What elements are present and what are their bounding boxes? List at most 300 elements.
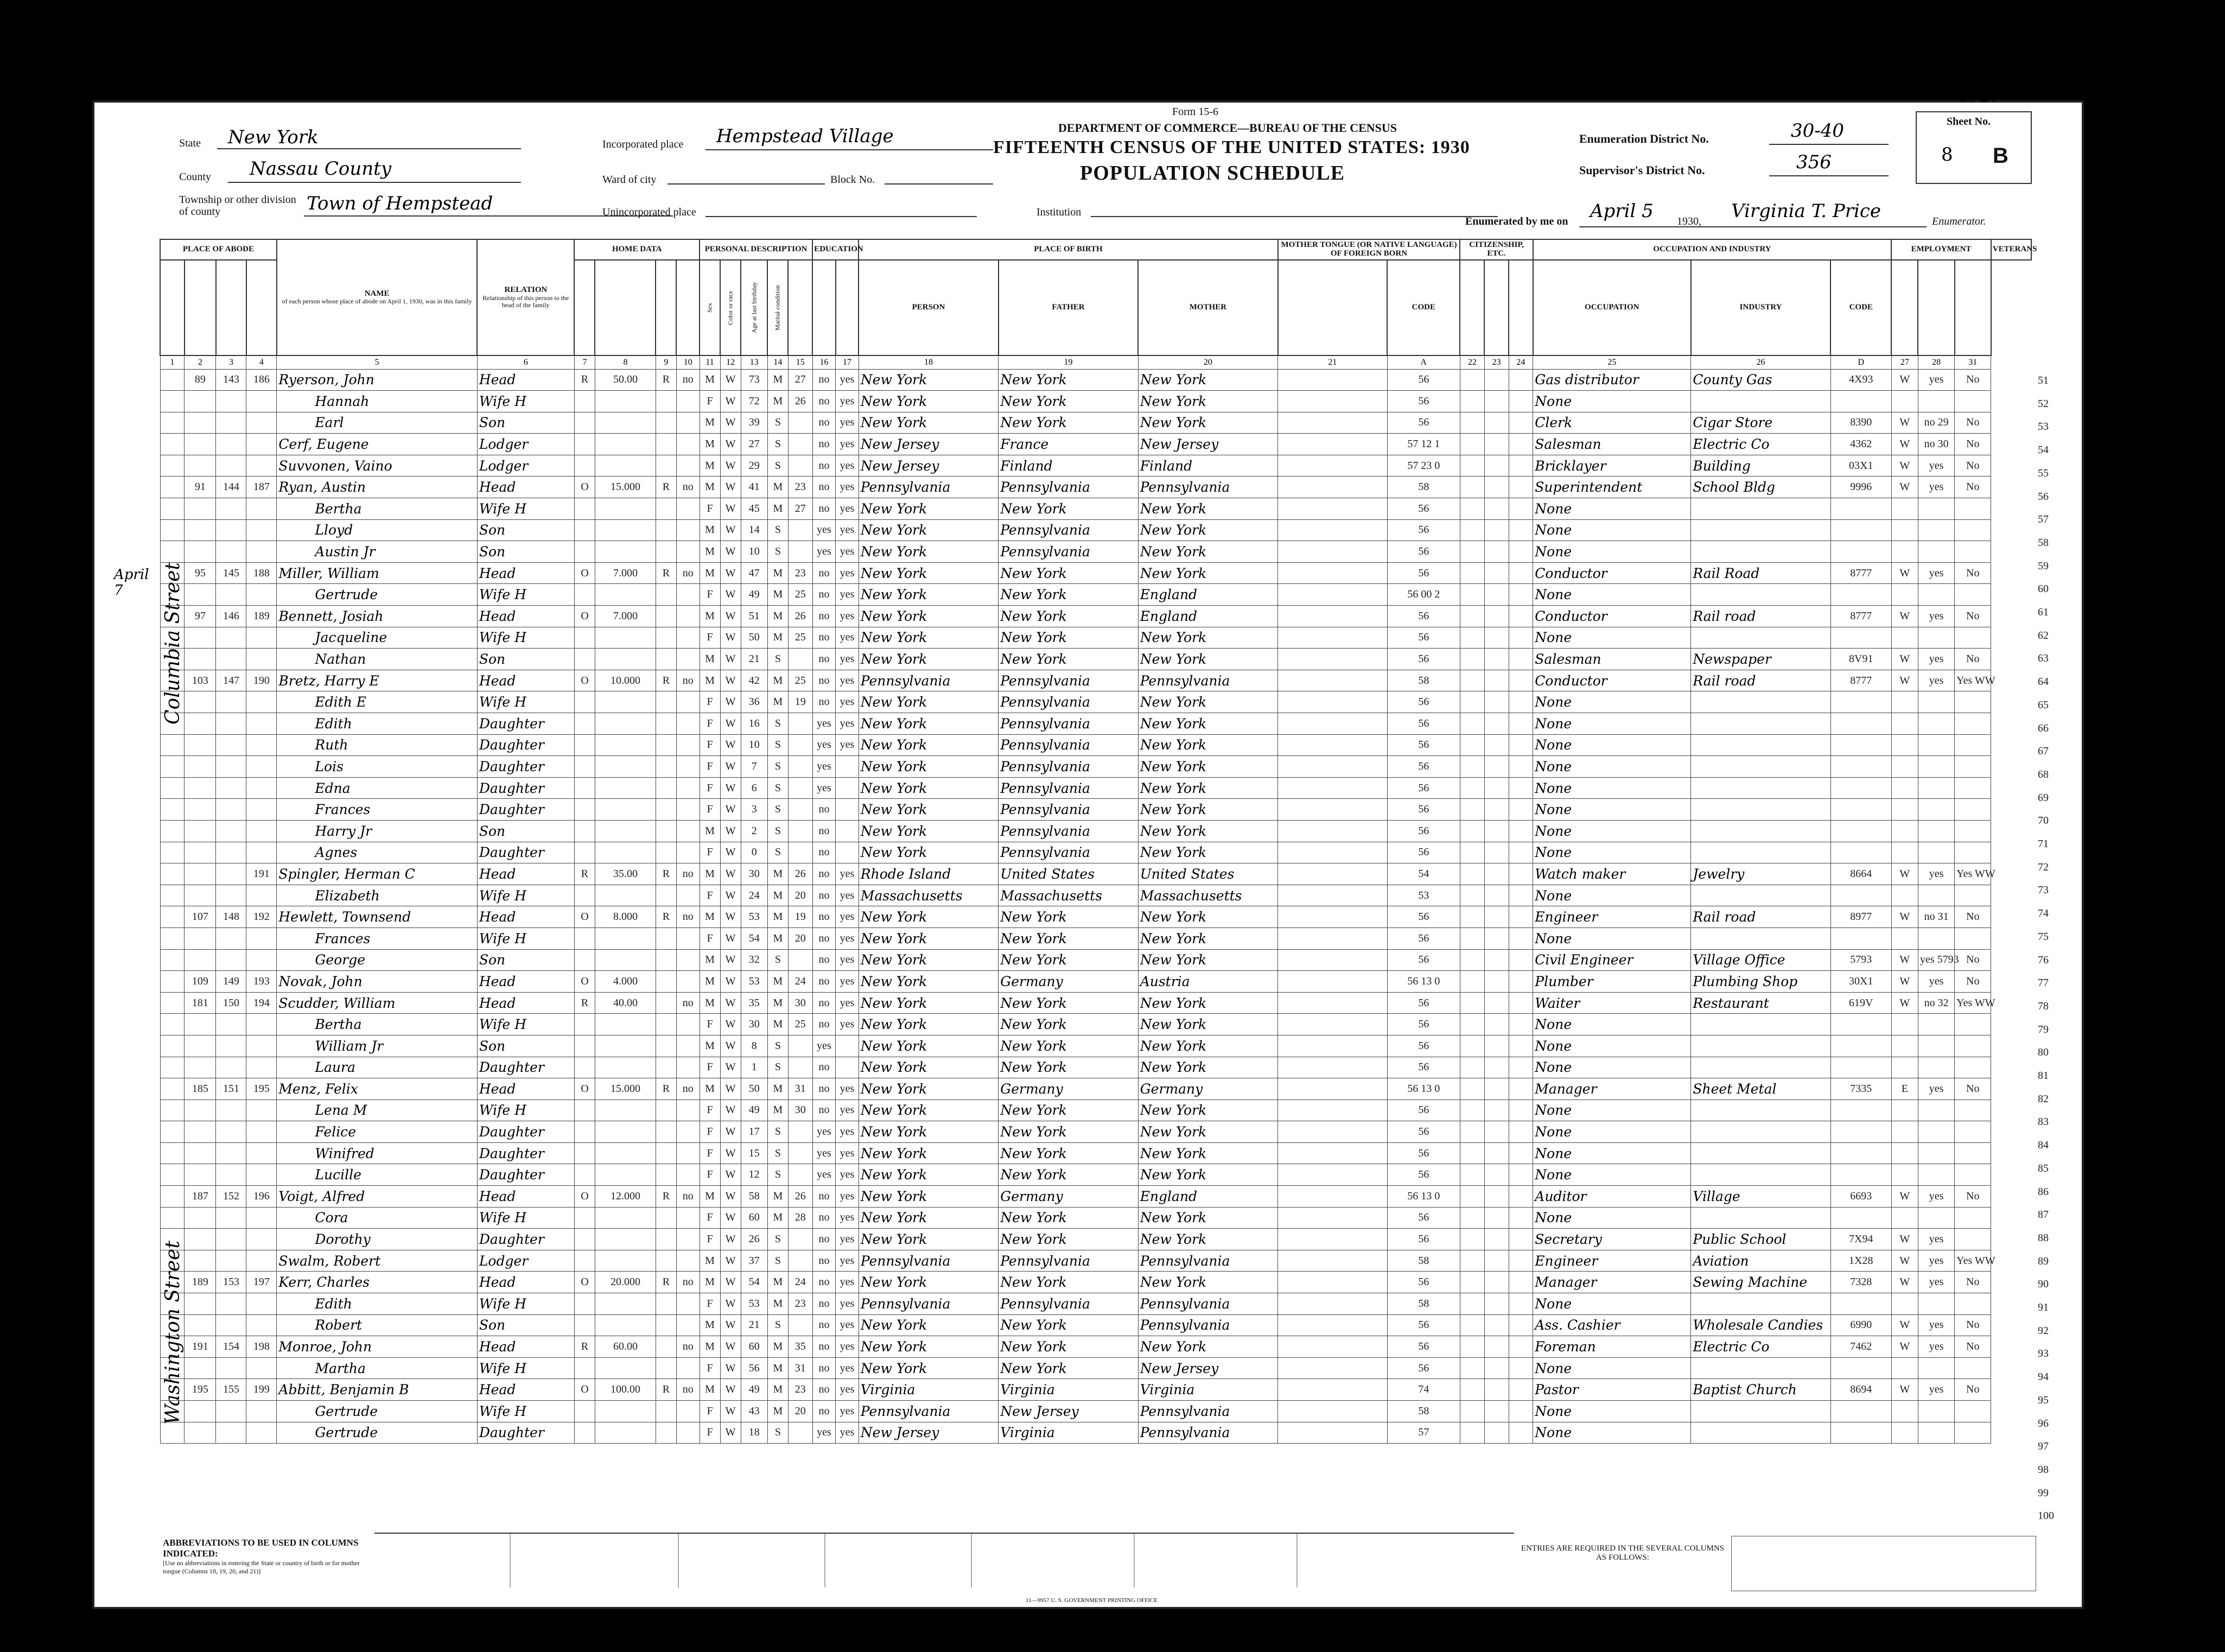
cell-street bbox=[160, 713, 185, 735]
cell-own bbox=[574, 627, 595, 649]
margin-street-columbia: Columbia Street bbox=[162, 562, 184, 725]
cell-age: 14 bbox=[741, 519, 767, 541]
cell-age: 54 bbox=[741, 1272, 767, 1293]
cell-street bbox=[160, 1293, 185, 1315]
cell-ocode bbox=[1830, 842, 1891, 863]
cell-eng bbox=[1509, 820, 1533, 842]
institution-underline bbox=[1091, 216, 1498, 217]
cell-radio bbox=[656, 1057, 676, 1078]
cell-agem bbox=[788, 1314, 812, 1336]
cell-dwell bbox=[216, 799, 246, 821]
cell-eng bbox=[1509, 1379, 1533, 1401]
cell-street bbox=[160, 971, 185, 993]
cell-val bbox=[595, 713, 656, 735]
cell-name: Edna bbox=[277, 777, 477, 799]
cell-cw: W bbox=[1891, 476, 1918, 498]
cell-street bbox=[160, 949, 185, 971]
cell-read: yes bbox=[836, 606, 859, 627]
cell-imm bbox=[1460, 670, 1484, 691]
institution-label: Institution bbox=[1037, 206, 1082, 218]
cell-farm bbox=[676, 1164, 700, 1186]
column-number: 4 bbox=[246, 355, 277, 370]
cell-sch: no bbox=[812, 1336, 836, 1358]
cell-ocode bbox=[1830, 584, 1891, 606]
cell-val bbox=[595, 541, 656, 563]
cell-bp: New York bbox=[859, 799, 998, 821]
cell-nat bbox=[1484, 1186, 1509, 1208]
cell-own bbox=[574, 1142, 595, 1164]
cell-nat bbox=[1484, 820, 1509, 842]
cell-mar: S bbox=[767, 541, 788, 563]
cell-vet: Yes WW bbox=[1955, 670, 1991, 691]
cell-cw: W bbox=[1891, 369, 1918, 391]
column-number: 18 bbox=[859, 355, 998, 370]
cell-house: 107 bbox=[185, 906, 216, 928]
footer-entries: ENTRIES ARE REQUIRED IN THE SEVERAL COLUMNS AS FOLLOWS: bbox=[1521, 1544, 1725, 1562]
cell-occ: None bbox=[1533, 1035, 1691, 1057]
cell-radio bbox=[656, 713, 676, 735]
cell-street bbox=[160, 756, 185, 778]
cell-ind: Village Office bbox=[1691, 949, 1830, 971]
table-row bbox=[160, 1293, 2031, 1315]
cell-work: yes bbox=[1918, 1314, 1954, 1336]
cell-street bbox=[160, 1035, 185, 1057]
cell-age: 51 bbox=[741, 606, 767, 627]
cell-dwell bbox=[216, 1293, 246, 1315]
cell-street bbox=[160, 1057, 185, 1078]
cell-sch: no bbox=[812, 391, 836, 412]
table-row bbox=[160, 584, 2031, 606]
cell-lang bbox=[1278, 885, 1387, 906]
cell-occ: Watch maker bbox=[1533, 863, 1691, 885]
cell-street bbox=[160, 584, 185, 606]
cell-work: yes bbox=[1918, 562, 1954, 584]
cell-ocode bbox=[1830, 1357, 1891, 1379]
cell-race: W bbox=[720, 434, 741, 455]
cell-rel: Son bbox=[477, 1035, 574, 1057]
cell-radio bbox=[656, 799, 676, 821]
cell-age: 49 bbox=[741, 584, 767, 606]
col-farm bbox=[676, 260, 700, 355]
cell-occ: None bbox=[1533, 584, 1691, 606]
line-number: 71 bbox=[2038, 838, 2049, 850]
cell-farm bbox=[676, 1250, 700, 1272]
cell-ind bbox=[1691, 1357, 1830, 1379]
cell-sex: M bbox=[700, 1272, 720, 1293]
table-row bbox=[160, 1229, 2031, 1250]
cell-nat bbox=[1484, 927, 1509, 949]
line-number: 91 bbox=[2038, 1301, 2049, 1313]
state-underline bbox=[217, 148, 521, 149]
cell-work bbox=[1918, 799, 1954, 821]
table-row bbox=[160, 541, 2031, 563]
col-relation-title: RELATION bbox=[504, 285, 548, 295]
cell-eng bbox=[1509, 949, 1533, 971]
cell-work bbox=[1918, 1401, 1954, 1422]
cell-work bbox=[1918, 1100, 1954, 1121]
cell-val: 15.000 bbox=[595, 1078, 656, 1100]
cell-agem: 24 bbox=[788, 971, 812, 993]
cell-bp: Pennsylvania bbox=[859, 476, 998, 498]
cell-house bbox=[185, 1357, 216, 1379]
cell-dwell bbox=[216, 519, 246, 541]
cell-eng bbox=[1509, 756, 1533, 778]
cell-fbp: Virginia bbox=[999, 1379, 1138, 1401]
cell-read: yes bbox=[836, 863, 859, 885]
cell-dwell bbox=[216, 455, 246, 476]
cell-code: 56 bbox=[1387, 649, 1460, 670]
county-underline bbox=[228, 182, 521, 183]
cell-occ: Auditor bbox=[1533, 1186, 1691, 1208]
cell-lang bbox=[1278, 606, 1387, 627]
cell-sch: no bbox=[812, 584, 836, 606]
cell-sex: M bbox=[700, 863, 720, 885]
line-number: 100 bbox=[2038, 1510, 2054, 1522]
cell-bp: Pennsylvania bbox=[859, 1401, 998, 1422]
cell-name: Austin Jr bbox=[277, 541, 477, 563]
cell-code: 57 23 0 bbox=[1387, 455, 1460, 476]
cell-own bbox=[574, 1401, 595, 1422]
cell-name: Edith bbox=[277, 713, 477, 735]
cell-cw: W bbox=[1891, 906, 1918, 928]
cell-mar: S bbox=[767, 1422, 788, 1444]
cell-rel: Head bbox=[477, 1272, 574, 1293]
cell-val bbox=[595, 1357, 656, 1379]
cell-mar: M bbox=[767, 1272, 788, 1293]
cell-lang bbox=[1278, 906, 1387, 928]
cell-fam bbox=[246, 1014, 277, 1035]
column-number: 2 bbox=[185, 355, 216, 370]
cell-race: W bbox=[720, 541, 741, 563]
cell-farm bbox=[676, 820, 700, 842]
cell-name: Harry Jr bbox=[277, 820, 477, 842]
cell-read: yes bbox=[836, 1142, 859, 1164]
cell-name: Agnes bbox=[277, 842, 477, 863]
cell-fbp: New York bbox=[999, 1035, 1138, 1057]
table-row bbox=[160, 949, 2031, 971]
col-relation bbox=[477, 239, 574, 355]
cell-dwell bbox=[216, 1100, 246, 1121]
cell-vet bbox=[1955, 777, 1991, 799]
cell-house bbox=[185, 649, 216, 670]
cell-read: yes bbox=[836, 584, 859, 606]
cell-work bbox=[1918, 541, 1954, 563]
line-number: 65 bbox=[2038, 698, 2049, 711]
cell-cw: W bbox=[1891, 1186, 1918, 1208]
cell-dwell: 152 bbox=[216, 1186, 246, 1208]
cell-code: 56 bbox=[1387, 1314, 1460, 1336]
cell-lang bbox=[1278, 842, 1387, 863]
enumerator-label: Enumerator. bbox=[1932, 215, 1986, 227]
cell-sex: M bbox=[700, 1078, 720, 1100]
cell-dwell bbox=[216, 1250, 246, 1272]
cell-house bbox=[185, 863, 216, 885]
cell-agem: 23 bbox=[788, 476, 812, 498]
cell-street bbox=[160, 1078, 185, 1100]
ed-underline bbox=[1769, 144, 1889, 145]
cell-race: W bbox=[720, 1078, 741, 1100]
cell-age: 49 bbox=[741, 1100, 767, 1121]
cell-name: William Jr bbox=[277, 1035, 477, 1057]
cell-bp: New York bbox=[859, 1272, 998, 1293]
cell-own bbox=[574, 927, 595, 949]
cell-dwell bbox=[216, 498, 246, 520]
cell-ind bbox=[1691, 799, 1830, 821]
table-row bbox=[160, 971, 2031, 993]
cell-street bbox=[160, 1142, 185, 1164]
cell-farm bbox=[676, 1229, 700, 1250]
cell-work bbox=[1918, 927, 1954, 949]
cell-agem bbox=[788, 455, 812, 476]
cell-eng bbox=[1509, 498, 1533, 520]
cell-ind: Village bbox=[1691, 1186, 1830, 1208]
cell-agem bbox=[788, 713, 812, 735]
cell-house bbox=[185, 1293, 216, 1315]
cell-code: 56 bbox=[1387, 734, 1460, 756]
cell-radio bbox=[656, 885, 676, 906]
cell-cw: W bbox=[1891, 670, 1918, 691]
cell-lang bbox=[1278, 1229, 1387, 1250]
cell-read bbox=[836, 820, 859, 842]
cell-race: W bbox=[720, 927, 741, 949]
cell-occ: Clerk bbox=[1533, 412, 1691, 434]
table-row bbox=[160, 992, 2031, 1014]
cell-nat bbox=[1484, 1121, 1509, 1143]
cell-age: 36 bbox=[741, 691, 767, 713]
cell-sch: yes bbox=[812, 1121, 836, 1143]
cell-house bbox=[185, 1422, 216, 1444]
cell-nat bbox=[1484, 1293, 1509, 1315]
cell-farm bbox=[676, 1422, 700, 1444]
cell-bp: New York bbox=[859, 1164, 998, 1186]
cell-mbp: New York bbox=[1138, 949, 1277, 971]
cell-house bbox=[185, 949, 216, 971]
cell-code: 56 bbox=[1387, 1014, 1460, 1035]
cell-vet: No bbox=[1955, 971, 1991, 993]
cell-sex: M bbox=[700, 1314, 720, 1336]
cell-name: Bertha bbox=[277, 1014, 477, 1035]
cell-sch: no bbox=[812, 1229, 836, 1250]
cell-dwell bbox=[216, 1121, 246, 1143]
cell-bp: New York bbox=[859, 756, 998, 778]
cell-occ: None bbox=[1533, 885, 1691, 906]
cell-house bbox=[185, 820, 216, 842]
cell-lang bbox=[1278, 1014, 1387, 1035]
cell-age: 54 bbox=[741, 927, 767, 949]
cell-race: W bbox=[720, 1422, 741, 1444]
cell-occ: None bbox=[1533, 519, 1691, 541]
cell-farm bbox=[676, 1293, 700, 1315]
cell-bp: New York bbox=[859, 519, 998, 541]
cell-age: 17 bbox=[741, 1121, 767, 1143]
cell-house bbox=[185, 455, 216, 476]
line-number: 52 bbox=[2038, 397, 2049, 410]
cell-fam bbox=[246, 627, 277, 649]
cell-farm bbox=[676, 1314, 700, 1336]
cell-sex: M bbox=[700, 541, 720, 563]
cell-nat bbox=[1484, 971, 1509, 993]
cell-imm bbox=[1460, 1422, 1484, 1444]
cell-code: 56 bbox=[1387, 949, 1460, 971]
cell-sex: F bbox=[700, 1229, 720, 1250]
cell-fbp: New York bbox=[999, 1100, 1138, 1121]
cell-dwell bbox=[216, 1164, 246, 1186]
cell-fam: 190 bbox=[246, 670, 277, 691]
cell-sex: M bbox=[700, 1035, 720, 1057]
cell-name: Suvvonen, Vaino bbox=[277, 455, 477, 476]
cell-bp: New York bbox=[859, 1057, 998, 1078]
cell-val bbox=[595, 1057, 656, 1078]
cell-mbp: New York bbox=[1138, 1336, 1277, 1358]
incorporated-value: Hempstead Village bbox=[716, 125, 894, 147]
cell-sch: no bbox=[812, 1078, 836, 1100]
cell-val: 100.00 bbox=[595, 1379, 656, 1401]
cell-fbp: New York bbox=[999, 992, 1138, 1014]
column-number: 28 bbox=[1918, 355, 1954, 370]
cell-fbp: New York bbox=[999, 1207, 1138, 1229]
cell-nat bbox=[1484, 1314, 1509, 1336]
cell-val bbox=[595, 519, 656, 541]
column-number: 19 bbox=[999, 355, 1138, 370]
line-number: 97 bbox=[2038, 1440, 2049, 1453]
cell-fam: 192 bbox=[246, 906, 277, 928]
cell-radio bbox=[656, 820, 676, 842]
cell-house: 95 bbox=[185, 562, 216, 584]
cell-imm bbox=[1460, 476, 1484, 498]
cell-street bbox=[160, 691, 185, 713]
cell-vet: No bbox=[1955, 369, 1991, 391]
cell-mar: S bbox=[767, 1164, 788, 1186]
cell-eng bbox=[1509, 562, 1533, 584]
cell-work: yes 5793 bbox=[1918, 949, 1954, 971]
cell-bp: New York bbox=[859, 1100, 998, 1121]
cell-bp: New York bbox=[859, 1014, 998, 1035]
column-number: 27 bbox=[1891, 355, 1918, 370]
cell-race: W bbox=[720, 670, 741, 691]
cell-farm bbox=[676, 885, 700, 906]
table-row bbox=[160, 562, 2031, 584]
cell-radio bbox=[656, 734, 676, 756]
cell-street bbox=[160, 562, 185, 584]
line-number: 98 bbox=[2038, 1463, 2049, 1476]
cell-name: Lena M bbox=[277, 1100, 477, 1121]
cell-mar: M bbox=[767, 1293, 788, 1315]
cell-farm: no bbox=[676, 670, 700, 691]
cell-race: W bbox=[720, 519, 741, 541]
cell-ind: Restaurant bbox=[1691, 992, 1830, 1014]
cell-street bbox=[160, 1422, 185, 1444]
cell-mar: M bbox=[767, 1336, 788, 1358]
cell-race: W bbox=[720, 1401, 741, 1422]
cell-mbp: Germany bbox=[1138, 1078, 1277, 1100]
cell-imm bbox=[1460, 734, 1484, 756]
table-row bbox=[160, 842, 2031, 863]
cell-own bbox=[574, 434, 595, 455]
cell-mbp: Virginia bbox=[1138, 1379, 1277, 1401]
cell-fam bbox=[246, 1142, 277, 1164]
cell-own bbox=[574, 1229, 595, 1250]
cell-sex: F bbox=[700, 1100, 720, 1121]
cell-race: W bbox=[720, 992, 741, 1014]
cell-mar: M bbox=[767, 562, 788, 584]
cell-vet: No bbox=[1955, 434, 1991, 455]
cell-fam bbox=[246, 1035, 277, 1057]
cell-occ: None bbox=[1533, 1207, 1691, 1229]
line-number: 66 bbox=[2038, 722, 2049, 734]
cell-nat bbox=[1484, 369, 1509, 391]
cell-own bbox=[574, 691, 595, 713]
cell-own bbox=[574, 734, 595, 756]
cell-street bbox=[160, 498, 185, 520]
cell-mbp: New York bbox=[1138, 734, 1277, 756]
cell-dwell: 146 bbox=[216, 606, 246, 627]
cell-agem: 20 bbox=[788, 1401, 812, 1422]
cell-mar: S bbox=[767, 434, 788, 455]
cell-agem: 19 bbox=[788, 691, 812, 713]
cell-lang bbox=[1278, 992, 1387, 1014]
cell-fam bbox=[246, 691, 277, 713]
line-number: 85 bbox=[2038, 1162, 2049, 1174]
cell-ind: Building bbox=[1691, 455, 1830, 476]
cell-mbp: England bbox=[1138, 1186, 1277, 1208]
cell-rel: Wife H bbox=[477, 627, 574, 649]
cell-race: W bbox=[720, 1014, 741, 1035]
cell-work bbox=[1918, 756, 1954, 778]
cell-cw bbox=[1891, 1035, 1918, 1057]
cell-house: 189 bbox=[185, 1272, 216, 1293]
cell-mbp: New York bbox=[1138, 1272, 1277, 1293]
cell-age: 45 bbox=[741, 498, 767, 520]
col-relation-desc: Relationship of this person to the head of the family bbox=[482, 294, 569, 309]
cell-sch: no bbox=[812, 369, 836, 391]
cell-lang bbox=[1278, 777, 1387, 799]
cell-race: W bbox=[720, 1229, 741, 1250]
cell-ocode bbox=[1830, 1035, 1891, 1057]
cell-radio: R bbox=[656, 1186, 676, 1208]
cell-bp: New York bbox=[859, 584, 998, 606]
cell-imm bbox=[1460, 627, 1484, 649]
cell-agem: 31 bbox=[788, 1357, 812, 1379]
cell-read: yes bbox=[836, 434, 859, 455]
cell-radio bbox=[656, 412, 676, 434]
cell-rel: Lodger bbox=[477, 1250, 574, 1272]
cell-mbp: New York bbox=[1138, 927, 1277, 949]
cell-street bbox=[160, 734, 185, 756]
column-number: 15 bbox=[788, 355, 812, 370]
col-code: CODE bbox=[1387, 260, 1460, 355]
cell-own bbox=[574, 498, 595, 520]
cell-house bbox=[185, 391, 216, 412]
cell-name: Ryan, Austin bbox=[277, 476, 477, 498]
cell-agem bbox=[788, 1057, 812, 1078]
cell-farm: no bbox=[676, 863, 700, 885]
cell-sch: no bbox=[812, 906, 836, 928]
cell-sex: F bbox=[700, 691, 720, 713]
cell-radio bbox=[656, 1014, 676, 1035]
cell-vet: No bbox=[1955, 455, 1991, 476]
cell-fbp: New York bbox=[999, 1142, 1138, 1164]
cell-name: Martha bbox=[277, 1357, 477, 1379]
cell-street bbox=[160, 1379, 185, 1401]
cell-work bbox=[1918, 627, 1954, 649]
cell-street bbox=[160, 1014, 185, 1035]
cell-own: O bbox=[574, 906, 595, 928]
cell-radio: R bbox=[656, 863, 676, 885]
cell-ocode: 7X94 bbox=[1830, 1229, 1891, 1250]
block-label: Block No. bbox=[830, 174, 875, 186]
cell-street bbox=[160, 1164, 185, 1186]
cell-radio bbox=[656, 971, 676, 993]
